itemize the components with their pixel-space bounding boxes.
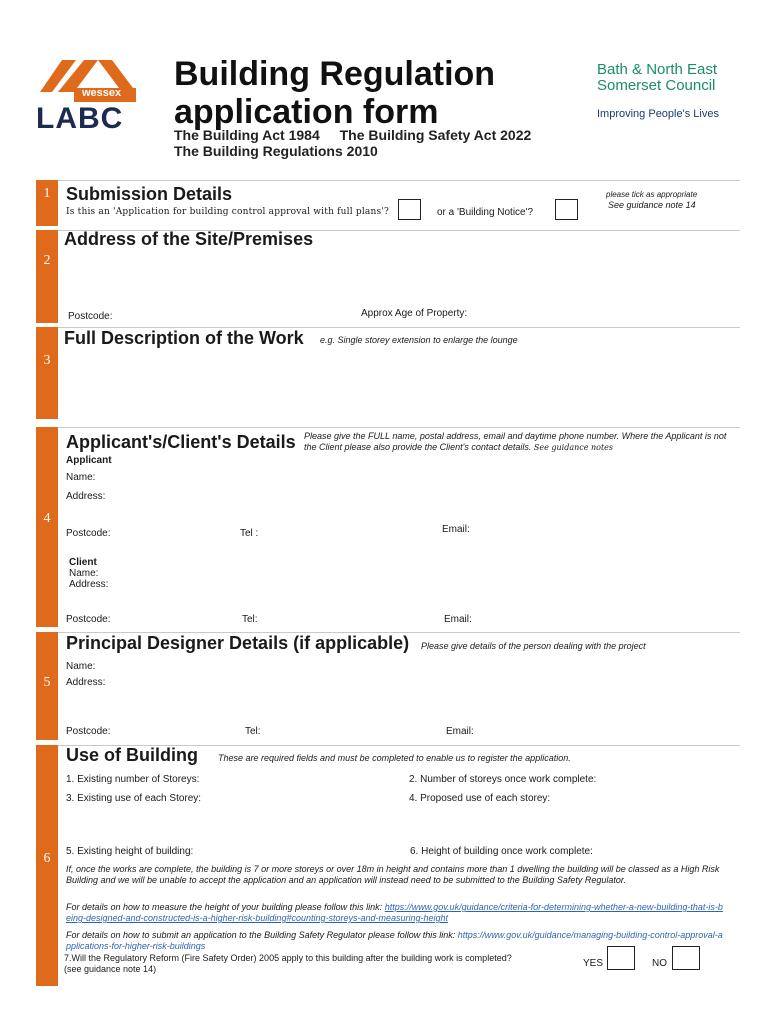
applicant-email-input[interactable] (474, 522, 736, 536)
applicant-note-text: Please give the FULL name, postal address, email and daytime phone number. Where the Applicant is not the Client please also provide the Client's contact details. (304, 431, 727, 452)
applicant-postcode-label: Postcode: (66, 528, 111, 539)
measure-height-paragraph (66, 902, 726, 924)
applicant-tel-input[interactable] (264, 526, 434, 540)
required-fields-note: These are required fields and must be completed to enable us to register the application. (218, 753, 571, 763)
applicant-name-label: Name: (66, 472, 96, 483)
designer-address-input[interactable] (112, 675, 736, 715)
section-1-rule (58, 180, 740, 181)
existing-storeys-label: 1. Existing number of Storeys: (66, 774, 200, 785)
section-3-number: 3 (43, 353, 51, 368)
section-5-number: 5 (43, 675, 51, 690)
section-6-number: 6 (43, 851, 51, 866)
storeys-after-label: 2. Number of storeys once work complete: (409, 774, 597, 785)
section-3-bar (36, 327, 58, 419)
act-building-regulations: The Building Regulations 2010 (174, 143, 378, 159)
designer-email-input[interactable] (478, 724, 736, 738)
designer-postcode-label: Postcode: (66, 726, 111, 737)
client-postcode-label: Postcode: (66, 614, 111, 625)
applicant-email-label: Email: (442, 524, 470, 535)
client-name-label: Name: (69, 568, 99, 579)
height-after-label: 6. Height of building once work complete: (410, 846, 593, 857)
submit-bsr-link[interactable]: https://www.gov.uk/guidance/managing-building-control-approval-applications-for-higher-risk-buildings (66, 930, 723, 951)
designer-tel-input[interactable] (266, 724, 436, 738)
existing-height-input[interactable] (218, 844, 393, 858)
high-risk-building-text: If, once the works are complete, the building is 7 or more storeys or over 18m in height and contains more than 1 dwelling the building will be classed as a High Risk Building and we will be unable to accept the application and an application will instead need to be submitted to the Building Safety Regulator. (66, 864, 720, 885)
applicant-address-input[interactable] (112, 489, 736, 519)
client-address-label: Address: (69, 579, 109, 590)
storeys-after-input[interactable] (632, 772, 736, 786)
submit-bsr-text: For details on how to submit an application to the Building Safety Regulator please follow this link: (66, 930, 456, 940)
act-building-safety-act: The Building Safety Act 2022 (339, 127, 532, 143)
proposed-use-label: 4. Proposed use of each storey: (409, 793, 551, 804)
title-line-1: Building Regulation (174, 55, 496, 93)
client-postcode-input[interactable] (116, 612, 226, 626)
applicant-postcode-input[interactable] (116, 526, 226, 540)
proposed-use-input[interactable] (409, 808, 736, 844)
applicant-tel-label: Tel : (240, 528, 259, 539)
work-example-note: e.g. Single storey extension to enlarge the lounge (320, 335, 518, 345)
title-line-2: application form (174, 93, 439, 131)
logo-wessex-text: wessex (82, 87, 122, 99)
work-description-input[interactable] (64, 352, 738, 416)
designer-note: Please give details of the person dealing with the project (421, 641, 646, 651)
acts-list (174, 127, 594, 159)
act-building-act: The Building Act 1984 (174, 127, 320, 143)
applicant-address-label: Address: (66, 491, 106, 502)
building-notice-question: or a 'Building Notice'? (437, 207, 534, 218)
section-1-title: Submission Details (66, 184, 233, 204)
client-tel-input[interactable] (262, 612, 432, 626)
client-tel-label: Tel: (242, 614, 258, 625)
section-2-number: 2 (43, 253, 51, 268)
tick-note: please tick as appropriate (606, 190, 698, 199)
section-2-title: Address of the Site/Premises (64, 229, 314, 249)
client-email-input[interactable] (476, 612, 736, 626)
full-plans-checkbox[interactable] (398, 199, 421, 220)
no-label: NO (652, 958, 667, 969)
council-name-line-1: Bath & North East (597, 61, 718, 78)
designer-name-label: Name: (66, 661, 96, 672)
guidance-note-14: See guidance note 14 (608, 200, 696, 210)
designer-email-label: Email: (446, 726, 474, 737)
section-3-title: Full Description of the Work (64, 328, 304, 348)
height-after-input[interactable] (628, 844, 736, 858)
client-address-input[interactable] (112, 578, 736, 608)
section-2-bar (36, 230, 58, 323)
section-4-title: Applicant's/Client's Details (66, 432, 296, 452)
property-age-label: Approx Age of Property: (361, 308, 468, 319)
logo-labc-text: LABC (36, 102, 124, 135)
yes-label: YES (583, 958, 604, 969)
section-1-number: 1 (43, 186, 51, 201)
section-5-title: Principal Designer Details (if applicable) (66, 633, 410, 653)
applicant-details-note (304, 431, 740, 453)
no-checkbox[interactable] (672, 946, 700, 970)
building-notice-checkbox[interactable] (555, 199, 578, 220)
labc-logo (36, 56, 146, 135)
existing-height-label: 5. Existing height of building: (66, 846, 194, 857)
property-age-input[interactable] (478, 306, 738, 320)
existing-use-label: 3. Existing use of each Storey: (66, 793, 202, 804)
designer-name-input[interactable] (100, 659, 736, 673)
council-name-line-2: Somerset Council (597, 77, 716, 94)
measure-height-link[interactable]: https://www.gov.uk/guidance/criteria-for-determining-whether-a-new-building-that-is-being-designed-and-constructed-is-a-higher-risk-building#counting-storeys-and-measuring-height (66, 902, 723, 923)
applicant-heading: Applicant (66, 455, 112, 466)
page-title (174, 55, 495, 131)
client-heading: Client (69, 557, 97, 568)
section-6-title: Use of Building (66, 745, 198, 765)
council-tagline: Improving People's Lives (597, 108, 719, 120)
fire-safety-guidance: (see guidance note 14) (64, 964, 157, 974)
client-name-input[interactable] (104, 566, 736, 578)
section-4-number: 4 (43, 511, 51, 526)
applicant-name-input[interactable] (100, 470, 736, 484)
designer-address-label: Address: (66, 677, 106, 688)
council-logo (597, 62, 737, 120)
designer-postcode-input[interactable] (116, 724, 226, 738)
full-plans-question: Is this an 'Application for building control approval with full plans'? (66, 207, 389, 217)
client-email-label: Email: (444, 614, 472, 625)
measure-height-text: For details on how to measure the height of your building please follow this link: (66, 902, 383, 912)
section-4-rule (58, 427, 740, 428)
site-postcode-label: Postcode: (68, 311, 113, 322)
existing-storeys-input[interactable] (230, 772, 390, 786)
applicant-note-guidance: See guidance notes (533, 443, 614, 452)
section-4-bar (36, 427, 58, 627)
yes-checkbox[interactable] (607, 946, 635, 970)
existing-use-input[interactable] (66, 808, 396, 844)
designer-tel-label: Tel: (245, 726, 261, 737)
fire-safety-question: 7.Will the Regulatory Reform (Fire Safety Order) 2005 apply to this building after the building work is completed? (64, 953, 512, 963)
site-postcode-input[interactable] (120, 308, 340, 322)
